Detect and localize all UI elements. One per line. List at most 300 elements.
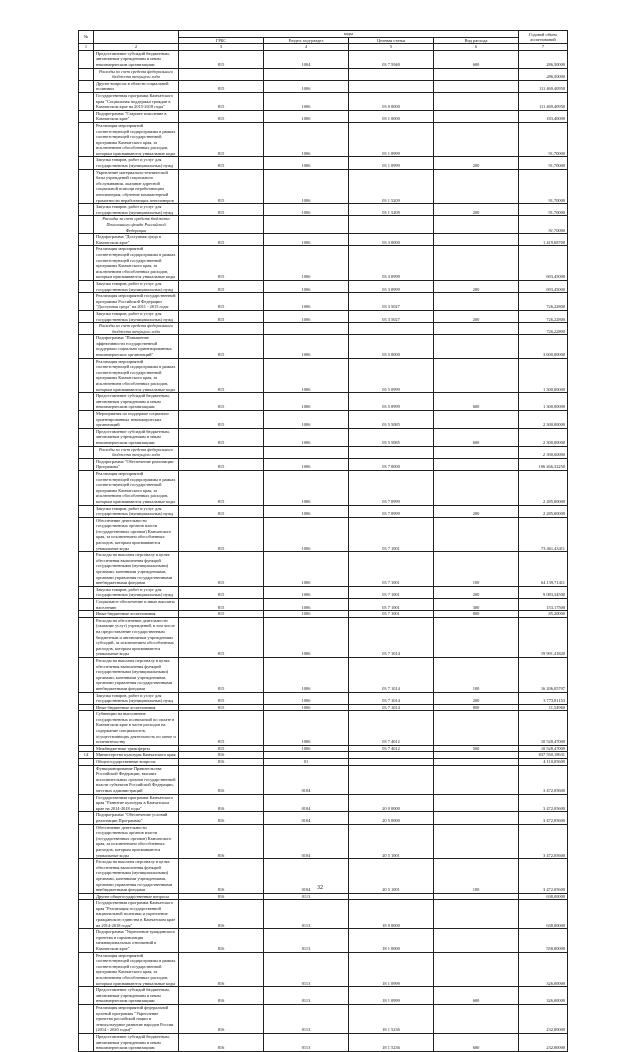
row-razdel-cell: 0113 <box>264 1033 349 1051</box>
row-vr-cell <box>434 711 519 746</box>
row-sum-cell: 111 469,40950 <box>519 92 568 110</box>
index-cell: 6 <box>434 44 519 51</box>
row-csr-cell <box>349 765 434 794</box>
row-razdel-cell: 1006 <box>264 122 349 157</box>
row-sum-cell: 153,17500 <box>519 599 568 611</box>
row-name-cell: Функционирование Правительства Российской Федерации, высших исполнительных органов государственной власти субъектов Российской Федерации, местных администраций <box>94 765 179 794</box>
table-row <box>79 704 568 711</box>
row-sum-cell: 2 285,00000 <box>519 505 568 517</box>
row-grbs-cell: 816 <box>179 765 264 794</box>
row-vr-cell: 800 <box>434 611 519 618</box>
row-name-cell: Государственная программа Камчатского края "Развитие культуры в Камчатском крае на 2014-2018 годы" <box>94 794 179 812</box>
row-grbs-cell: 816 <box>179 900 264 929</box>
row-csr-cell: 03 7 0000 <box>349 458 434 470</box>
row-number-cell <box>79 617 94 657</box>
row-grbs-cell: 816 <box>179 1004 264 1033</box>
row-razdel-cell: 1006 <box>264 711 349 746</box>
table-row <box>79 204 568 216</box>
row-sum-cell: 558,00000 <box>519 929 568 952</box>
page-number: 32 <box>317 885 323 891</box>
row-csr-cell: 03 5 0999 <box>349 393 434 411</box>
row-name-cell: Закупка товаров, работ и услуг для государственных (муниципальных) нужд <box>94 586 179 598</box>
row-number-cell <box>79 711 94 746</box>
header-name <box>94 31 179 44</box>
row-csr-cell: 03 1 5209 <box>349 169 434 204</box>
row-vr-cell: 100 <box>434 859 519 894</box>
row-name-cell: Министерство культуры Камчатского края <box>94 752 179 759</box>
row-name-cell: Иные бюджетные ассигнования <box>94 704 179 711</box>
table-row <box>79 470 568 505</box>
row-number-cell <box>79 293 94 311</box>
row-number-cell <box>79 458 94 470</box>
row-name-cell: Реализация мероприятий государственной программы Российской Федерации "Доступная среда" на 2011 - 2015 годы <box>94 293 179 311</box>
row-grbs-cell: 815 <box>179 50 264 68</box>
row-name-cell: Общегосударственные вопросы <box>94 759 179 766</box>
row-vr-cell <box>434 446 519 458</box>
row-number-cell <box>79 428 94 446</box>
row-number-cell <box>79 745 94 752</box>
row-sum-cell: 2 300,00000 <box>519 411 568 429</box>
row-csr-cell: 03 7 1001 <box>349 599 434 611</box>
row-name-cell: Расходы на выплаты персоналу в целях обеспечения выполнения функций государственными (муниципальными) органами, казенными учреждениями, органами управления государственными внебюджетными фондами <box>94 657 179 692</box>
row-sum-cell: 9 083,34500 <box>519 586 568 598</box>
row-vr-cell: 200 <box>434 586 519 598</box>
row-csr-cell <box>349 216 434 234</box>
row-csr-cell: 03 0 0000 <box>349 92 434 110</box>
row-grbs-cell: 815 <box>179 411 264 429</box>
row-sum-cell: 1 300,00000 <box>519 393 568 411</box>
row-number-cell <box>79 704 94 711</box>
table-row <box>79 794 568 812</box>
row-csr-cell: 20 5 1001 <box>349 859 434 894</box>
table-header-row <box>79 31 568 38</box>
table-row <box>79 752 568 759</box>
table-row <box>79 169 568 204</box>
row-grbs-cell: 815 <box>179 358 264 393</box>
row-csr-cell: 18 1 5236 <box>349 1004 434 1033</box>
row-number-cell <box>79 92 94 110</box>
row-grbs-cell: 816 <box>179 893 264 900</box>
row-csr-cell: 03 7 4012 <box>349 745 434 752</box>
row-vr-cell: 200 <box>434 310 519 322</box>
row-csr-cell: 03 7 1001 <box>349 586 434 598</box>
row-sum-cell: 91,70000 <box>519 169 568 204</box>
row-number-cell <box>79 1033 94 1051</box>
row-vr-cell: 800 <box>434 704 519 711</box>
row-number-cell <box>79 900 94 929</box>
row-name-cell: Субвенции на выполнение государственных полномочий по оплате в Камчатском крае в части расходов на содержание специалистов, осуществляющих деятельность по опеке и попечительству <box>94 711 179 746</box>
row-razdel-cell: 01 <box>264 759 349 766</box>
row-number-cell <box>79 987 94 1005</box>
row-sum-cell: 232,00000 <box>519 1004 568 1033</box>
table-row <box>79 80 568 92</box>
row-razdel-cell: 0104 <box>264 794 349 812</box>
row-grbs-cell: 816 <box>179 752 264 759</box>
row-vr-cell <box>434 293 519 311</box>
row-number-cell <box>79 505 94 517</box>
row-razdel-cell: 1006 <box>264 204 349 216</box>
row-csr-cell <box>349 80 434 92</box>
row-sum-cell: 111 469,40950 <box>519 80 568 92</box>
row-grbs-cell: 816 <box>179 824 264 859</box>
row-name-cell: Мероприятия по поддержке социально ориентированных некоммерческих организаций <box>94 411 179 429</box>
row-razdel-cell <box>264 752 349 759</box>
row-razdel-cell: 0113 <box>264 893 349 900</box>
row-csr-cell: 18 1 0999 <box>349 987 434 1005</box>
row-csr-cell: 03 3 0999 <box>349 246 434 281</box>
table-note-row <box>79 323 568 335</box>
row-grbs-cell: 815 <box>179 586 264 598</box>
row-vr-cell <box>434 470 519 505</box>
row-sum-cell: 91,70000 <box>519 122 568 157</box>
row-razdel-cell: 1006 <box>264 157 349 169</box>
row-sum-cell: 638,00000 <box>519 900 568 929</box>
row-number-cell <box>79 893 94 900</box>
row-razdel-cell: 1006 <box>264 458 349 470</box>
row-grbs-cell: 815 <box>179 92 264 110</box>
table-row <box>79 92 568 110</box>
row-vr-cell <box>434 929 519 952</box>
row-csr-cell: 03 1 0999 <box>349 157 434 169</box>
row-name-cell: Предоставление субсидий бюджетным, автономным учреждениям и иным некоммерческим организациям <box>94 50 179 68</box>
row-grbs-cell: 815 <box>179 122 264 157</box>
row-number-cell <box>79 204 94 216</box>
row-vr-cell <box>434 900 519 929</box>
row-grbs-cell: 816 <box>179 987 264 1005</box>
row-name-cell: Подпрограмма "Укрепление гражданского единства и гармонизация межнациональных отношений в Камчатском крае" <box>94 929 179 952</box>
row-csr-cell: 18 1 0999 <box>349 952 434 987</box>
row-number-cell <box>79 586 94 598</box>
row-name-cell: Обеспечение деятельности государственных органов власти (государственных органов) Камчатского края, за исключением обособленных расходов, которым присваиваются уникальные коды <box>94 824 179 859</box>
row-razdel-cell: 1006 <box>264 80 349 92</box>
table-row <box>79 900 568 929</box>
row-number-cell <box>79 611 94 618</box>
row-sum-cell: 73 461,43411 <box>519 517 568 552</box>
row-csr-cell <box>349 446 434 458</box>
row-csr-cell: 03 5 5085 <box>349 428 434 446</box>
row-csr-cell <box>349 752 434 759</box>
row-csr-cell: 03 7 5940 <box>349 50 434 68</box>
row-vr-cell <box>434 92 519 110</box>
row-number-cell <box>79 335 94 358</box>
row-razdel-cell: 1006 <box>264 657 349 692</box>
row-razdel-cell: 0113 <box>264 952 349 987</box>
row-grbs-cell: 815 <box>179 745 264 752</box>
table-row <box>79 517 568 552</box>
row-number-cell <box>79 50 94 68</box>
row-csr-cell: 03 7 4012 <box>349 711 434 746</box>
row-razdel-cell: 0113 <box>264 987 349 1005</box>
row-grbs-cell: 816 <box>179 1033 264 1051</box>
row-razdel-cell: 1006 <box>264 393 349 411</box>
row-sum-cell: 3 472,05600 <box>519 794 568 812</box>
row-csr-cell: 18 1 5236 <box>349 1033 434 1051</box>
row-csr-cell: 20 0 0000 <box>349 794 434 812</box>
row-razdel-cell: 1006 <box>264 335 349 358</box>
row-razdel-cell <box>264 446 349 458</box>
row-name-cell: Расходы за счет средств федерального бюджета текущего года <box>94 323 179 335</box>
row-grbs-cell: 815 <box>179 80 264 92</box>
row-sum-cell: 2 285,00000 <box>519 470 568 505</box>
row-sum-cell: 85,20000 <box>519 611 568 618</box>
row-name-cell: Реализация мероприятий соответствующей подпрограммы в рамках соответствующей государственной программы Камчатского края, за исключением обособленных расходов, которым присваиваются уникальные коды <box>94 952 179 987</box>
row-sum-cell: 726,22800 <box>519 310 568 322</box>
row-grbs-cell: 815 <box>179 246 264 281</box>
row-sum-cell: 693,45000 <box>519 246 568 281</box>
row-csr-cell: 20 5 1001 <box>349 824 434 859</box>
row-csr-cell: 03 7 0999 <box>349 470 434 505</box>
table-row <box>79 611 568 618</box>
row-name-cell: Подпрограмма "Повышение эффективности государственной поддержки социально ориентированных некоммерческих организаций" <box>94 335 179 358</box>
row-csr-cell <box>349 323 434 335</box>
row-grbs-cell: 816 <box>179 952 264 987</box>
index-cell: 7 <box>519 44 568 51</box>
row-sum-cell: 4 110,05600 <box>519 759 568 766</box>
row-sum-cell: 10 528,47000 <box>519 745 568 752</box>
row-name-cell: Реализация мероприятий соответствующей подпрограммы в рамках соответствующей государственной программы Камчатского края, за исключением обособленных расходов, которым присваиваются уникальные коды <box>94 246 179 281</box>
header-grbs: ГРБС <box>179 37 264 44</box>
row-grbs-cell: 815 <box>179 293 264 311</box>
row-sum-cell: 638,00000 <box>519 893 568 900</box>
header-num: № <box>79 31 94 44</box>
row-sum-cell: 837 550,18631 <box>519 752 568 759</box>
row-csr-cell: 03 3 5027 <box>349 293 434 311</box>
row-razdel-cell: 1006 <box>264 280 349 292</box>
row-sum-cell: 91,70000 <box>519 157 568 169</box>
table-row <box>79 759 568 766</box>
row-csr-cell: 03 7 1014 <box>349 617 434 657</box>
row-sum-cell: 693,45000 <box>519 280 568 292</box>
row-grbs-cell: 816 <box>179 794 264 812</box>
row-csr-cell: 03 7 1014 <box>349 704 434 711</box>
row-number-cell <box>79 234 94 246</box>
row-vr-cell <box>434 110 519 122</box>
row-vr-cell <box>434 234 519 246</box>
row-vr-cell <box>434 1004 519 1033</box>
row-csr-cell: 18 0 0000 <box>349 900 434 929</box>
row-csr-cell: 03 7 1001 <box>349 611 434 618</box>
row-vr-cell <box>434 617 519 657</box>
row-name-cell: Закупка товаров, работ и услуг для государственных (муниципальных) нужд <box>94 280 179 292</box>
row-razdel-cell <box>264 68 349 80</box>
row-number-cell <box>79 157 94 169</box>
table-row <box>79 586 568 598</box>
row-sum-cell: 106 266,32250 <box>519 458 568 470</box>
table-row <box>79 745 568 752</box>
row-razdel-cell: 1006 <box>264 92 349 110</box>
row-sum-cell: 286,50000 <box>519 68 568 80</box>
row-grbs-cell: 816 <box>179 812 264 824</box>
row-vr-cell <box>434 794 519 812</box>
row-name-cell: Подпрограмма "Доступная среда в Камчатском крае" <box>94 234 179 246</box>
row-razdel-cell: 1006 <box>264 234 349 246</box>
row-sum-cell: 3 472,05600 <box>519 824 568 859</box>
row-vr-cell: 600 <box>434 50 519 68</box>
row-razdel-cell: 1004 <box>264 50 349 68</box>
row-sum-cell: 10 528,47000 <box>519 711 568 746</box>
row-number-cell <box>79 552 94 587</box>
row-name-cell: Реализация мероприятий соответствующей подпрограммы в рамках соответствующей государственной программы Камчатского края, за исключением обособленных расходов, которым присваиваются уникальные коды <box>94 122 179 157</box>
row-name-cell: Закупка товаров, работ и услуг для государственных (муниципальных) нужд <box>94 310 179 322</box>
row-csr-cell: 03 1 0999 <box>349 122 434 157</box>
row-razdel-cell: 0104 <box>264 859 349 894</box>
table-row <box>79 1033 568 1051</box>
row-razdel-cell: 1006 <box>264 704 349 711</box>
table-row <box>79 234 568 246</box>
row-number-cell <box>79 794 94 812</box>
row-name-cell: Предоставление субсидий бюджетным, автономным учреждениям и иным некоммерческим организациям <box>94 987 179 1005</box>
row-vr-cell: 600 <box>434 393 519 411</box>
row-sum-cell: 326,00000 <box>519 987 568 1005</box>
table-row <box>79 335 568 358</box>
row-number-cell <box>79 323 94 335</box>
row-vr-cell: 100 <box>434 552 519 587</box>
row-sum-cell: 726,22800 <box>519 323 568 335</box>
row-vr-cell <box>434 812 519 824</box>
row-number-cell <box>79 824 94 859</box>
row-sum-cell: 2 300,00000 <box>519 446 568 458</box>
table-row <box>79 505 568 517</box>
row-razdel-cell: 1006 <box>264 617 349 657</box>
table-row <box>79 393 568 411</box>
table-row <box>79 310 568 322</box>
row-name-cell: Предоставление субсидий бюджетным, автономным учреждениям и иным некоммерческим организациям <box>94 428 179 446</box>
row-grbs-cell <box>179 68 264 80</box>
row-csr-cell: 03 5 0999 <box>349 358 434 393</box>
row-number-cell <box>79 812 94 824</box>
row-name-cell: Расходы за счет средств бюджета Пенсионного фонда Российской Федерации <box>94 216 179 234</box>
row-name-cell: Подпрограмма "Обеспечение реализации Программы" <box>94 458 179 470</box>
row-vr-cell: 600 <box>434 987 519 1005</box>
row-csr-cell: 03 3 5027 <box>349 310 434 322</box>
row-name-cell: Другие вопросы в области социальной политики <box>94 80 179 92</box>
header-codes: коды <box>179 31 519 38</box>
row-grbs-cell: 815 <box>179 157 264 169</box>
table-row <box>79 280 568 292</box>
row-vr-cell <box>434 246 519 281</box>
row-razdel-cell: 0104 <box>264 812 349 824</box>
table-row <box>79 952 568 987</box>
row-vr-cell <box>434 358 519 393</box>
row-sum-cell: 64 139,71411 <box>519 552 568 587</box>
row-name-cell: Реализация мероприятий соответствующей подпрограммы в рамках соответствующей государственной программы Камчатского края, за исключением обособленных расходов, которым присваиваются уникальные коды <box>94 358 179 393</box>
row-number-cell <box>79 470 94 505</box>
table-body <box>79 44 568 1052</box>
row-razdel-cell: 1006 <box>264 169 349 204</box>
row-razdel-cell: 1006 <box>264 517 349 552</box>
row-sum-cell: 91,70000 <box>519 216 568 234</box>
row-vr-cell: 200 <box>434 157 519 169</box>
index-cell: 2 <box>94 44 179 51</box>
row-sum-cell: 3 600,00000 <box>519 335 568 358</box>
table-row <box>79 358 568 393</box>
row-name-cell: Реализация мероприятий федеральной целевой программы "Укрепление единства российской нации и этнокультурное развитие народов России (2014 - 2020 годы)" <box>94 1004 179 1033</box>
row-name-cell: Расходы за счет средств федерального бюджета текущего года <box>94 68 179 80</box>
row-csr-cell <box>349 759 434 766</box>
table-note-row <box>79 446 568 458</box>
row-number-cell <box>79 952 94 987</box>
table-row <box>79 987 568 1005</box>
row-name-cell: Социальное обеспечение и иные выплаты населению <box>94 599 179 611</box>
row-grbs-cell: 815 <box>179 599 264 611</box>
row-name-cell: Предоставление субсидий бюджетным, автономным учреждениям и иным некоммерческим организациям <box>94 1033 179 1051</box>
row-razdel-cell: 0113 <box>264 1004 349 1033</box>
table-note-row <box>79 68 568 80</box>
row-razdel-cell: 1006 <box>264 745 349 752</box>
row-number-cell <box>79 929 94 952</box>
table-row <box>79 110 568 122</box>
header-vr: Вид расхода <box>434 37 519 44</box>
row-number-cell <box>79 657 94 692</box>
table-row <box>79 428 568 446</box>
row-grbs-cell: 816 <box>179 929 264 952</box>
row-razdel-cell: 1006 <box>264 310 349 322</box>
row-csr-cell <box>349 68 434 80</box>
row-grbs-cell: 815 <box>179 234 264 246</box>
row-number-cell <box>79 765 94 794</box>
row-razdel-cell: 1006 <box>264 552 349 587</box>
row-number-cell <box>79 517 94 552</box>
row-sum-cell: 286,50000 <box>519 50 568 68</box>
row-razdel-cell: 1006 <box>264 692 349 704</box>
row-razdel-cell: 1006 <box>264 599 349 611</box>
row-csr-cell: 03 3 0999 <box>349 280 434 292</box>
row-grbs-cell: 815 <box>179 470 264 505</box>
row-grbs-cell <box>179 216 264 234</box>
row-grbs-cell: 815 <box>179 280 264 292</box>
row-vr-cell <box>434 893 519 900</box>
table-row <box>79 617 568 657</box>
row-grbs-cell <box>179 323 264 335</box>
row-razdel-cell: 1006 <box>264 293 349 311</box>
row-razdel-cell: 1006 <box>264 586 349 598</box>
row-name-cell: Закупка товаров, работ и услуг для государственных (муниципальных) нужд <box>94 204 179 216</box>
row-sum-cell: 3 472,05600 <box>519 765 568 794</box>
row-vr-cell <box>434 122 519 157</box>
row-name-cell: Подпрограмма "Старшее поколение в Камчатском крае" <box>94 110 179 122</box>
row-sum-cell: 1 300,00000 <box>519 358 568 393</box>
row-grbs-cell <box>179 446 264 458</box>
row-vr-cell <box>434 411 519 429</box>
table-row <box>79 50 568 68</box>
row-razdel-cell: 1006 <box>264 505 349 517</box>
row-razdel-cell: 1006 <box>264 110 349 122</box>
row-grbs-cell: 815 <box>179 517 264 552</box>
row-grbs-cell: 815 <box>179 657 264 692</box>
row-name-cell: Расходы на выплаты персоналу в целях обеспечения выполнения функций государственными (муниципальными) органами, казенными учреждениями, органами управления государственными внебюджетными фондами <box>94 552 179 587</box>
row-vr-cell <box>434 169 519 204</box>
table-row <box>79 122 568 157</box>
table-row <box>79 765 568 794</box>
row-vr-cell: 500 <box>434 745 519 752</box>
row-name-cell: Государственная программа Камчатского края "Реализация государственной национальной политики и укрепление гражданского единства в Камчатском крае на 2014-2018 годы" <box>94 900 179 929</box>
row-name-cell: Реализация мероприятий соответствующей подпрограммы в рамках соответствующей государственной программы Камчатского края, за исключением обособленных расходов, которым присваиваются уникальные коды <box>94 470 179 505</box>
row-name-cell: Укрепление материально-технической базы учреждений социального обслуживания, оказание адресной социальной помощи неработающим пенсионерам, обучение компьютерной грамотности неработающих пенсионеров <box>94 169 179 204</box>
row-vr-cell <box>434 824 519 859</box>
row-name-cell: Обеспечение деятельности государственных органов власти (государственных органов) Камчатского края, за исключением обособленных расходов, которым присваиваются уникальные коды <box>94 517 179 552</box>
row-vr-cell <box>434 952 519 987</box>
row-vr-cell <box>434 759 519 766</box>
row-number-cell <box>79 110 94 122</box>
row-grbs-cell: 815 <box>179 110 264 122</box>
table-row <box>79 824 568 859</box>
row-grbs-cell: 815 <box>179 617 264 657</box>
row-sum-cell: 16 206,05707 <box>519 657 568 692</box>
row-csr-cell: 03 1 5209 <box>349 204 434 216</box>
row-grbs-cell: 815 <box>179 704 264 711</box>
header-csr: Целевая статья <box>349 37 434 44</box>
table-row <box>79 552 568 587</box>
